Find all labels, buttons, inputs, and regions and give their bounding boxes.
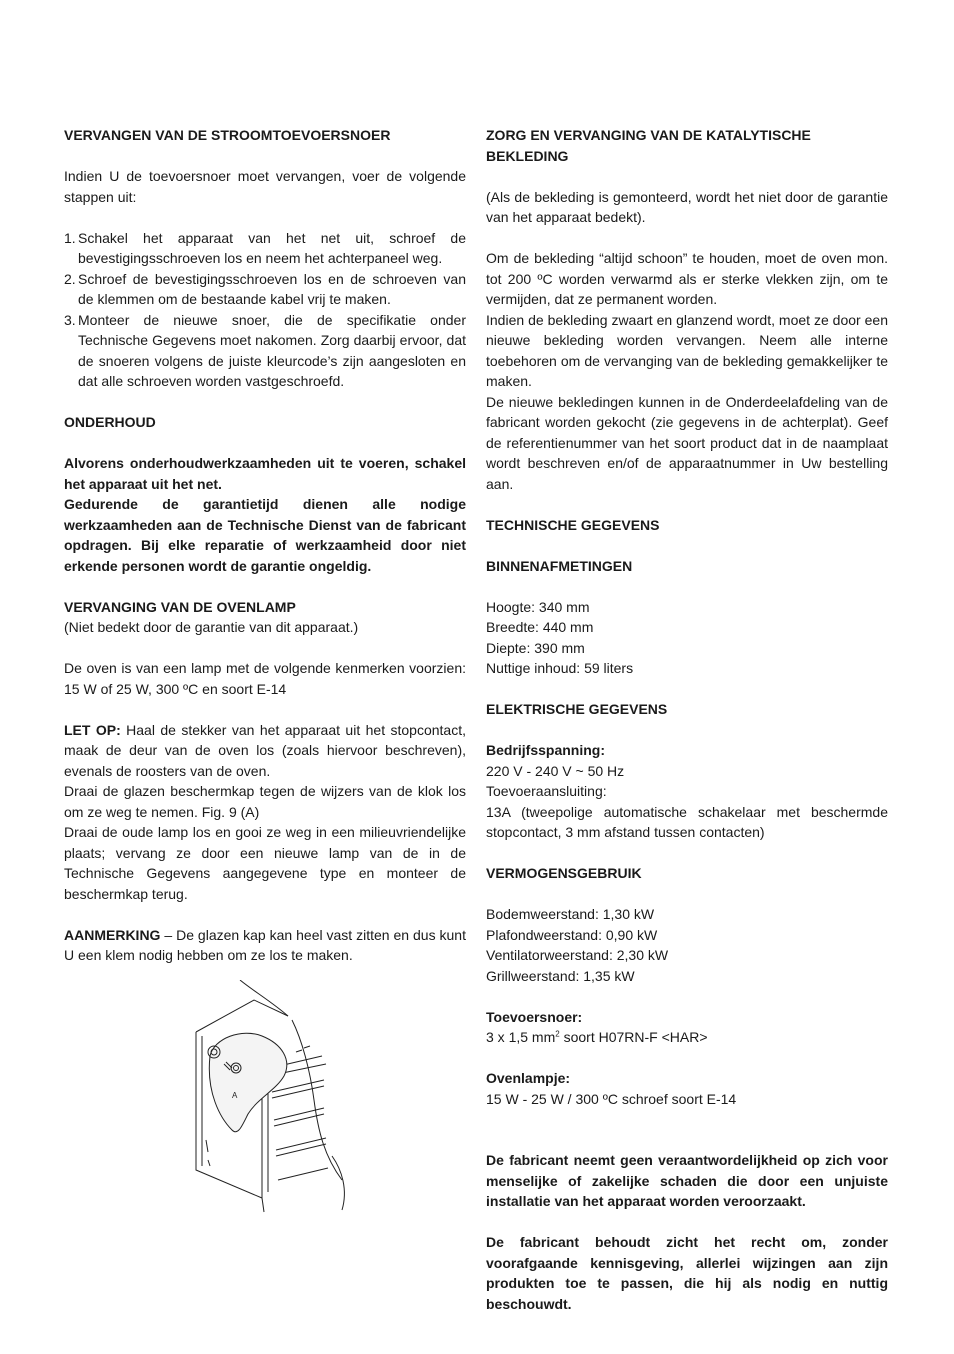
power-bottom: Bodemweerstand: 1,30 kW [486, 906, 655, 922]
power-grill: Grillweerstand: 1,35 kW [486, 967, 635, 984]
dimension-height: Hoogte: 340 mm [486, 598, 590, 615]
lining-replace: Indien de bekleding zwaart en glanzend wordt, moet ze door een nieuwe bekleding worden vervangen. Neem alle interne toebehoren om de vervanging van de bekleding gemakkelijker te maken. [486, 311, 888, 389]
cable-steps-list [64, 228, 466, 392]
remark-label: AANMERKING [64, 926, 161, 943]
left-column [64, 125, 466, 1220]
heading-operating-voltage: Bedrijfsspanning: [486, 742, 606, 758]
power-fan: Ventilatorweerstand: 2,30 kW [486, 947, 669, 963]
power-top: Plafondweerstand: 0,90 kW [486, 926, 658, 943]
oven-lamp-figure [192, 980, 352, 1220]
dimension-width: Breedte: 440 mm [486, 619, 594, 635]
dimension-depth: Diepte: 390 mm [486, 639, 585, 656]
supply-cord-spec: 3 x 1,5 $mm^2$ soort H07RN-F <HAR> [486, 1029, 708, 1045]
heading-maintenance: ONDERHOUD [64, 414, 156, 430]
list-item: 2. Schroef de bevestigingsschroeven los en de schroeven van de klemmen om de bestaande kabel vrij te maken. [64, 270, 466, 307]
disclaimer-changes: De fabricant behoudt zicht het recht om, zonder voorafgaande kennisgeving, allerlei wijzingen aan zijn produkten toe te passen, die hij als nodig en nuttig beschouwdt. [486, 1234, 888, 1312]
lining-clean: Om de bekleding “altijd schoon” te houden, moet de oven mon. tot 200 ºC worden verwarmd als er sterke vlekken zijn, om te vermijden, dat ze permanent worden. [486, 250, 888, 307]
cable-intro: Indien U de toevoersnoer moet vervangen, voer de volgende stappen uit: [64, 168, 466, 205]
lining-order: De nieuwe bekledingen kunnen in de Onderdeelafdeling van de fabricant worden gekocht (zie gegevens in de achterplat). Geef de referentienummer van het soort product dat in de naamplaat wordt beschreven en/of de apparaatnummer in Uw bestelling aan. [486, 393, 888, 492]
supply-label: Toevoeraansluiting: [486, 783, 607, 799]
right-column [486, 125, 888, 1314]
disclaimer-liability: De fabricant neemt geen veraantwordelijkheid op zich voor menselijke of zakelijke schaden die door een unjuiste installatie van het apparaat worden veroorzaakt. [486, 1152, 888, 1209]
lamp-step-replace: Draai de oude lamp los en gooi ze weg in een milieuvriendelijke plaats; vervang ze door een nieuwe lamp van de in de Technische Gegevens aangegevene type en monteer de beschermkap terug. [64, 824, 466, 902]
heading-supply-cord: Toevoersnoer: [486, 1008, 583, 1025]
lamp-remark: AANMERKING – De glazen kap kan heel vast zitten en dus kunt U een klem nodig hebben om ze los te maken. [64, 926, 466, 963]
lining-warranty-note: (Als de bekleding is gemonteerd, wordt het niet door de garantie van het apparaat bedekt). [486, 188, 888, 225]
dimension-volume: Nuttige inhoud: 59 liters [486, 660, 634, 676]
supply-spec: 13A (tweepolige automatische schakelaar met beschermde stopcontact, 3 mm afstand tussen contacten) [486, 803, 888, 840]
heading-catalytic-lining: ZORG EN VERVANGING VAN DE KATALYTISCHE BEKLEDING [486, 127, 811, 164]
lamp-step-cover: Draai de glazen beschermkap tegen de wijzers van de klok los om ze weg te nemen. Fig. 9 (A) [64, 783, 466, 820]
maintenance-warning: Alvorens onderhoudwerkzaamheden uit te voeren, schakel het apparaat uit het net. [64, 455, 466, 492]
caution-label: LET OP: [64, 721, 121, 738]
oven-lamp-spec: 15 W - 25 W / 300 ºC schroef soort E-14 [486, 1090, 737, 1107]
list-item: 1. Schakel het apparaat van het net uit, schroef de bevestigingsschroeven los en neem het achterpaneel weg. [64, 229, 466, 266]
heading-oven-lamp: VERVANGING VAN DE OVENLAMP [64, 598, 296, 615]
heading-oven-lamp-spec: Ovenlampje: [486, 1070, 571, 1086]
heading-electrical-data: ELEKTRISCHE GEGEVENS [486, 701, 668, 717]
heading-cable-replacement: VERVANGEN VAN DE STROOMTOEVOERSNOER [64, 127, 391, 143]
figure-label-a: A [232, 1090, 238, 1100]
operating-voltage: 220 V - 240 V ~ 50 Hz [486, 762, 625, 779]
lamp-caution: LET OP: Haal de stekker van het apparaat uit het stopcontact, maak de deur van de oven los (zoals hiervoor beschreven), evenals de roosters van de oven. [64, 721, 466, 779]
lamp-warranty-note: (Niet bedekt door de garantie van dit apparaat.) [64, 619, 359, 635]
lamp-spec: De oven is van een lamp met de volgende kenmerken voorzien: 15 W of 25 W, 300 ºC en soort E-14 [64, 660, 466, 697]
heading-technical-data: TECHNISCHE GEGEVENS [486, 516, 660, 533]
heading-inner-dimensions: BINNENAFMETINGEN [486, 557, 633, 574]
list-item: 3. Monteer de nieuwe snoer, die de specifikatie onder Technische Gegevens moet nakomen. Zorg daarbij ervoor, dat de snoeren volgens de juiste kleurcode’s zijn aangesloten en dat alle schroeven worden vastgeschroefd. [64, 311, 466, 389]
heading-power-consumption: VERMOGENSGEBRUIK [486, 865, 642, 881]
maintenance-warranty: Gedurende de garantietijd dienen alle nodige werkzaamheden aan de Technische Dienst van de fabricant opdragen. Bij elke reparatie of werkzaamheid door niet erkende personen wordt de garantie ongeldig. [64, 496, 466, 574]
